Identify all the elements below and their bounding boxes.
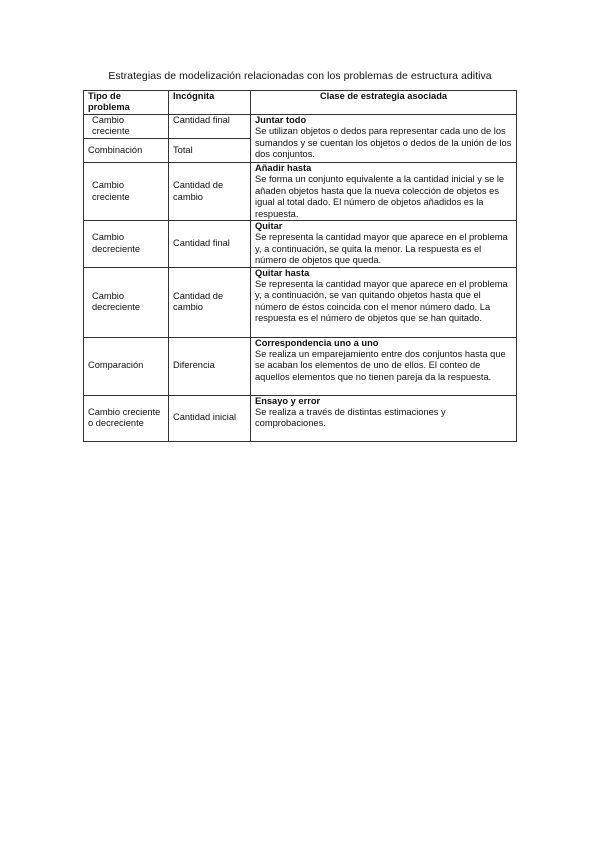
strategy-name: Juntar todo [255,115,307,125]
table-row [84,163,517,221]
strategy-desc: Se utilizan objetos o dedos para representar cada uno de los sumandos y se cuentan los objetos o dedos de la unión de los dos conjuntos. [255,126,512,160]
table-row [84,221,517,268]
strategy-desc: Se representa la cantidad mayor que aparece en el problema y, a continuación, se van quitando objetos hasta que el número de éstos coincida con el menor número dado. La respuesta es el número de objetos que se han quitado. [255,279,508,324]
cell-strategy [251,163,517,221]
cell-tipo: Comparación [84,337,169,395]
strategy-desc: Se realiza un emparejamiento entre dos conjuntos hasta que se acaban los elementos de uno de ellos. El conteo de aquellos elementos que no tienen pareja da la respuesta. [255,349,506,382]
cell-tipo: Cambio creciente [84,163,169,221]
cell-incognita: Total [169,139,251,163]
strategy-name: Ensayo y error [255,395,321,406]
cell-tipo: Cambio decreciente [84,221,169,268]
cell-tipo: Cambio creciente [84,115,169,139]
strategy-name: Añadir hasta [255,163,312,173]
table-title: Estrategias de modelización relacionadas con los problemas de estructura aditiva [108,70,492,82]
strategy-desc: Se representa la cantidad mayor que aparece en el problema y, a continuación, se quita la menor. La respuesta es el número de objetos que queda. [255,232,508,266]
table-row [84,115,517,139]
cell-incognita: Cantidad inicial [169,395,251,441]
cell-strategy [251,337,517,395]
cell-tipo: Cambio decreciente [84,267,169,337]
table-row [84,337,517,395]
cell-incognita: Diferencia [169,337,251,395]
strategy-name: Correspondencia uno a uno [255,337,379,348]
header-clase: Clase de estrategia asociada [251,91,517,115]
cell-incognita: Cantidad de cambio [169,267,251,337]
cell-strategy [251,221,517,268]
table-row [84,395,517,441]
cell-incognita: Cantidad de cambio [169,163,251,221]
header-incognita: Incógnita [169,91,251,115]
cell-tipo: Cambio creciente o decreciente [84,395,169,441]
cell-tipo: Combinación [84,139,169,163]
cell-strategy [251,115,517,163]
cell-incognita: Cantidad final [169,221,251,268]
strategy-table [83,90,517,442]
table-row [84,267,517,337]
cell-strategy [251,267,517,337]
cell-strategy [251,395,517,441]
strategy-desc: Se realiza a través de distintas estimaciones y comprobaciones. [255,407,446,429]
header-tipo: Tipo de problema [84,91,169,115]
cell-incognita: Cantidad final [169,115,251,139]
strategy-name: Quitar [255,221,283,232]
header-row [84,91,517,115]
strategy-desc: Se forma un conjunto equivalente a la cantidad inicial y se le añaden objetos hasta que la nueva colección de objetos es igual al total dado. El número de objetos añadidos es la respuesta. [255,174,505,219]
strategy-name: Quitar hasta [255,267,310,278]
